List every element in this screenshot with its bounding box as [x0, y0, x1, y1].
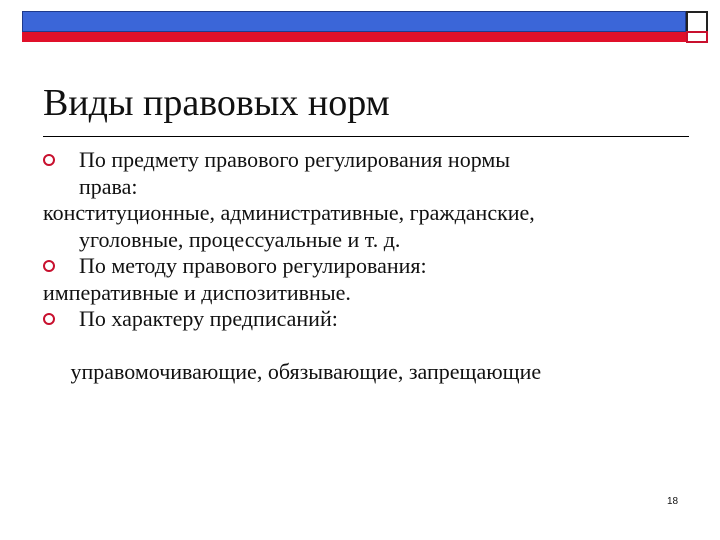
line-text: уголовные, процессуальные и т. д. [79, 226, 401, 252]
bullet-text: По методу правового регулирования: [79, 253, 427, 278]
title-underline [43, 136, 689, 137]
header-blue-bar [22, 11, 686, 32]
continuation-line [43, 174, 703, 201]
line-text: конституционные, административные, гражданские, [43, 200, 535, 225]
list-line [43, 200, 703, 227]
slide-title: Виды правовых норм [43, 82, 390, 124]
list-line [43, 280, 703, 307]
header-square-top [686, 11, 708, 33]
header-square-bottom [686, 31, 708, 43]
list-line [43, 333, 703, 413]
bullet-item-subject [43, 147, 703, 174]
bullet-item-character [43, 306, 703, 333]
line-text: императивные и диспозитивные. [43, 279, 351, 305]
line-text: права: [79, 173, 138, 199]
bullet-text: По предмету правового регулирования нормы [79, 147, 511, 172]
header-red-bar [22, 32, 686, 42]
slide-body [43, 147, 703, 412]
bullet-text: По характеру предписаний: [79, 306, 338, 331]
continuation-line [43, 227, 703, 254]
hollow-bullet-icon [43, 313, 55, 325]
hollow-bullet-icon [43, 260, 55, 272]
line-text: управомочивающие, обязывающие, запрещающие [65, 359, 542, 384]
hollow-bullet-icon [43, 154, 55, 166]
bullet-item-method [43, 253, 703, 280]
page-number: 18 [667, 496, 679, 507]
